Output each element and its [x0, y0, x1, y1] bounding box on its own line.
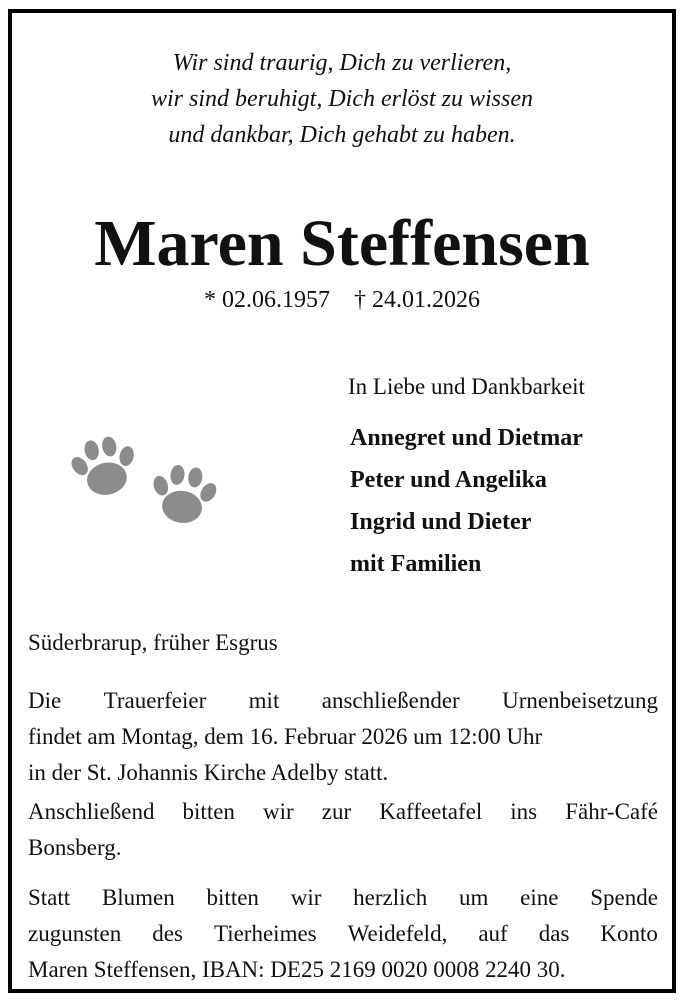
funeral-line: findet am Montag, dem 16. Februar 2026 um 12:00 Uhr	[28, 724, 543, 749]
word: ins	[510, 799, 538, 824]
justified-line	[28, 880, 658, 916]
word: herzlich	[353, 885, 428, 910]
poem	[12, 45, 672, 153]
reception-line: Bonsberg.	[28, 835, 122, 860]
word: wir	[290, 885, 322, 910]
poem-line: Wir sind traurig, Dich zu verlieren,	[172, 50, 512, 76]
word: Tierheimes	[213, 921, 317, 946]
mourner-name: mit Familien	[350, 551, 482, 577]
deceased-name: Maren Steffensen	[94, 207, 590, 280]
word: bitten	[206, 885, 259, 910]
word: zur	[321, 799, 352, 824]
mourners-intro: In Liebe und Dankbarkeit	[348, 374, 585, 399]
life-dates	[12, 285, 672, 315]
donation-line: Maren Steffensen, IBAN: DE25 2169 0020 0008 2240 30.	[28, 957, 566, 982]
word: um	[458, 885, 489, 910]
word: Weidefeld,	[347, 921, 448, 946]
mourner-name: Annegret und Dietmar	[350, 425, 583, 451]
word: des	[152, 921, 183, 946]
death-date: † 24.01.2026	[354, 287, 480, 313]
funeral-line: in der St. Johannis Kirche Adelby statt.	[28, 760, 389, 785]
mourners-list	[350, 417, 583, 585]
birth-date: * 02.06.1957	[204, 287, 330, 313]
word: auf	[478, 921, 508, 946]
word: Anschließend	[28, 799, 155, 824]
word: Kaffeetafel	[379, 799, 483, 824]
poem-line: und dankbar, Dich gehabt zu haben.	[168, 122, 516, 148]
word: wir	[263, 799, 294, 824]
word: Konto	[600, 921, 658, 946]
word: Spende	[590, 885, 658, 910]
word: zugunsten	[28, 921, 122, 946]
mourner-name: Peter und Angelika	[350, 467, 547, 493]
reception-info	[28, 794, 658, 866]
word: anschließender	[321, 688, 460, 713]
funeral-info	[28, 683, 658, 791]
word: Trauerfeier	[103, 688, 207, 713]
word: Statt	[28, 885, 71, 910]
word: das	[538, 921, 570, 946]
word: bitten	[182, 799, 235, 824]
donation-info	[28, 880, 658, 988]
obituary-notice	[8, 9, 676, 993]
word: Fähr-Café	[565, 799, 658, 824]
poem-line: wir sind beruhigt, Dich erlöst zu wissen	[150, 86, 534, 112]
location: Süderbrarup, früher Esgrus	[28, 630, 278, 655]
word: mit	[248, 688, 280, 713]
paw-prints-icon	[62, 423, 232, 533]
word: Urnenbeisetzung	[502, 688, 658, 713]
word: Die	[28, 688, 62, 713]
justified-line	[28, 683, 658, 719]
justified-line	[28, 916, 658, 952]
mourner-name: Ingrid und Dieter	[350, 509, 532, 535]
word: eine	[520, 885, 559, 910]
justified-line	[28, 794, 658, 830]
word: Blumen	[101, 885, 175, 910]
